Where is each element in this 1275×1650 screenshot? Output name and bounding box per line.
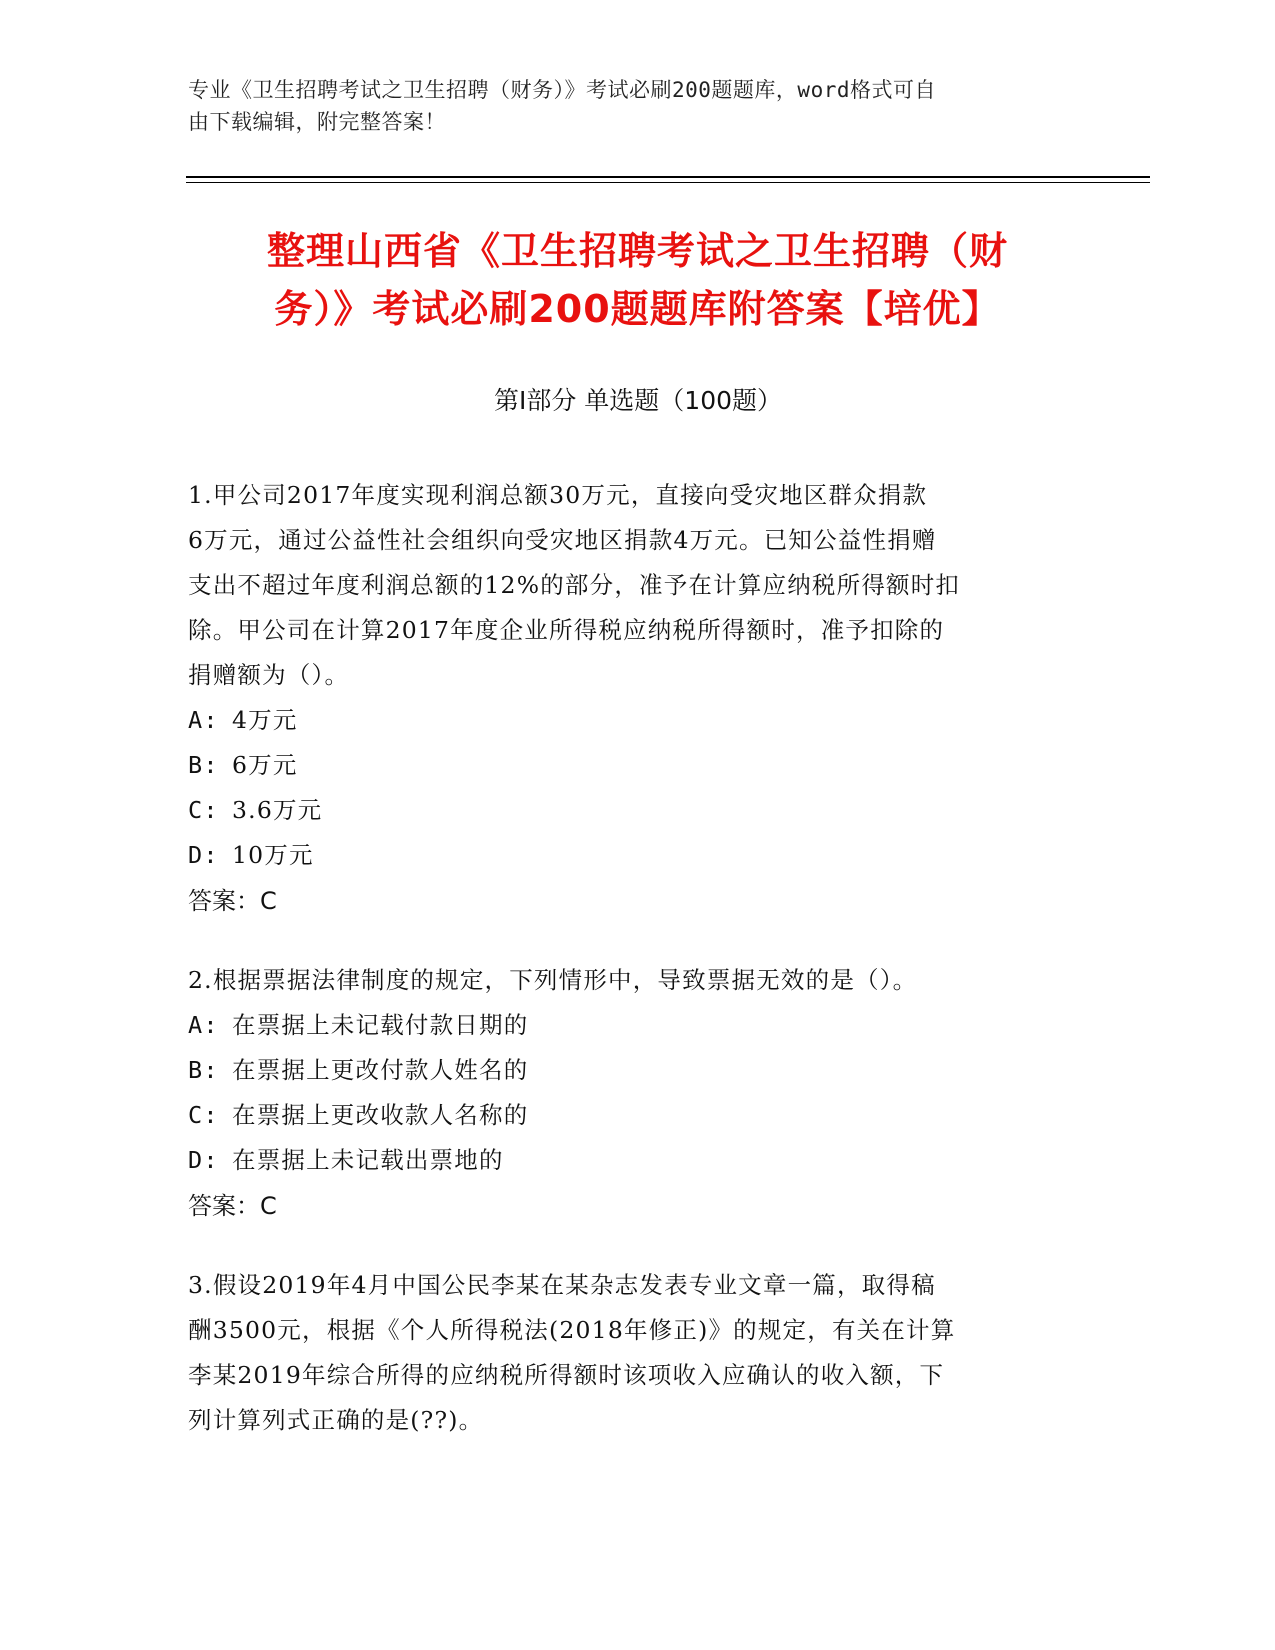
document-title-line-1: 整理山西省《卫生招聘考试之卫生招聘（财 [266,229,1008,273]
document-title-line-2: 务）》考试必刷200题题库附答案【培优】 [274,287,1001,331]
section-heading: 第Ⅰ部分 单选题（100题） [493,386,783,415]
header-note [188,74,1068,138]
option-text: 6万元 [232,751,298,779]
option-text: 在票据上更改付款人姓名的 [232,1056,529,1084]
question-3 [188,1263,1083,1443]
question-stem-line: 2.根据票据法律制度的规定，下列情形中，导致票据无效的是（）。 [188,966,918,994]
option-key: C: [188,1101,219,1129]
option-c [188,1093,1083,1138]
option-key: D: [188,1146,219,1174]
option-text: 10万元 [232,841,314,869]
header-note-line-2: 由下载编辑，附完整答案！ [188,110,446,134]
option-text: 在票据上未记载付款日期的 [232,1011,529,1039]
option-d [188,1138,1083,1183]
option-text: 3.6万元 [232,796,323,824]
answer-line: 答案：C [188,887,277,915]
question-stem-line: 1.甲公司2017年度实现利润总额30万元，直接向受灾地区群众捐款 [188,481,928,509]
option-key: A: [188,1011,219,1039]
option-key: B: [188,751,219,779]
option-text: 在票据上未记载出票地的 [232,1146,504,1174]
option-key: D: [188,841,219,869]
option-b [188,1048,1083,1093]
question-stem-line: 3.假设2019年4月中国公民李某在某杂志发表专业文章一篇，取得稿 [188,1271,936,1299]
option-a [188,698,1083,743]
answer-line: 答案：C [188,1192,277,1220]
option-key: C: [188,796,219,824]
option-key: A: [188,706,219,734]
option-text: 4万元 [232,706,298,734]
question-stem-line: 6万元，通过公益性社会组织向受灾地区捐款4万元。已知公益性捐赠 [188,526,937,554]
option-a [188,1003,1083,1048]
option-b [188,743,1083,788]
header-divider-thick [186,176,1150,178]
header-divider-thin [186,182,1150,183]
question-stem-line: 李某2019年综合所得的应纳税所得额时该项收入应确认的收入额，下 [188,1361,945,1389]
question-1 [188,473,1083,924]
question-stem-line: 列计算列式正确的是(??)。 [188,1406,484,1434]
question-stem-line: 酬3500元，根据《个人所得税法(2018年修正)》的规定，有关在计算 [188,1316,956,1344]
option-text: 在票据上更改收款人名称的 [232,1101,529,1129]
option-c [188,788,1083,833]
header-note-line-1: 专业《卫生招聘考试之卫生招聘（财务）》考试必刷200题题库，word格式可自 [188,78,936,102]
document-title [150,222,1125,338]
question-2 [188,958,1083,1229]
option-d [188,833,1083,878]
question-stem-line: 捐赠额为（）。 [188,661,350,689]
question-list [188,473,1083,1477]
option-key: B: [188,1056,219,1084]
question-stem-line: 除。甲公司在计算2017年度企业所得税应纳税所得额时，准予扣除的 [188,616,945,644]
question-stem-line: 支出不超过年度利润总额的12%的部分，准予在计算应纳税所得额时扣 [188,571,961,599]
